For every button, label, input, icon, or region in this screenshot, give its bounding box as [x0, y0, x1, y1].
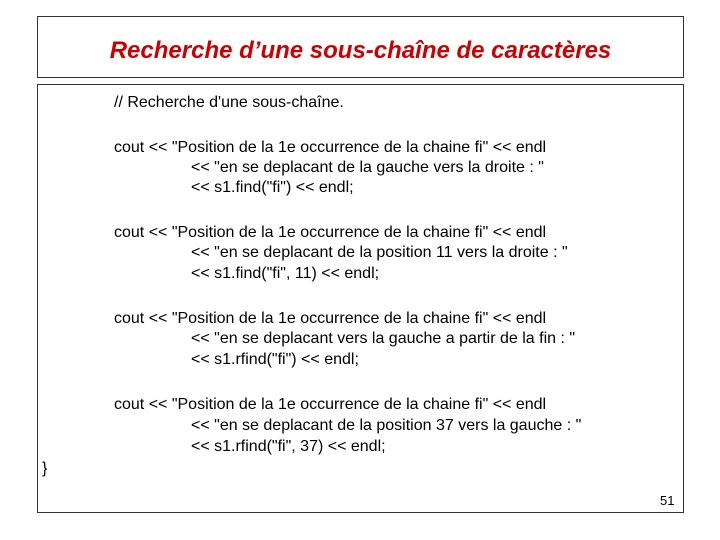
code-line: << s1.find("fi") << endl; [191, 179, 354, 196]
code-line: cout << "Position de la 1e occurrence de la chaine fi" << endl [114, 310, 547, 327]
code-line: cout << "Position de la 1e occurrence de la chaine fi" << endl [114, 396, 547, 413]
code-line: << s1.rfind("fi", 37) << endl; [191, 438, 386, 455]
code-line: << "en se deplacant de la gauche vers la droite : " [191, 159, 544, 176]
code-line: << "en se deplacant de la position 37 vers la gauche : " [191, 417, 582, 434]
code-comment: // Recherche d'une sous-chaîne. [114, 94, 344, 111]
slide-title: Recherche d’une sous-chaîne de caractères [109, 37, 612, 64]
code-line: << "en se deplacant de la position 11 vers la droite : " [191, 244, 568, 261]
code-line: << s1.rfind("fi") << endl; [191, 351, 359, 368]
code-line: cout << "Position de la 1e occurrence de la chaine fi" << endl [114, 139, 547, 156]
title-box [37, 16, 684, 78]
page-number: 51 [660, 493, 675, 508]
code-line: << "en se deplacant vers la gauche a partir de la fin : " [191, 330, 576, 347]
closing-brace: } [42, 460, 48, 477]
code-line: cout << "Position de la 1e occurrence de la chaine fi" << endl [114, 224, 547, 241]
code-line: << s1.find("fi", 11) << endl; [191, 265, 380, 282]
